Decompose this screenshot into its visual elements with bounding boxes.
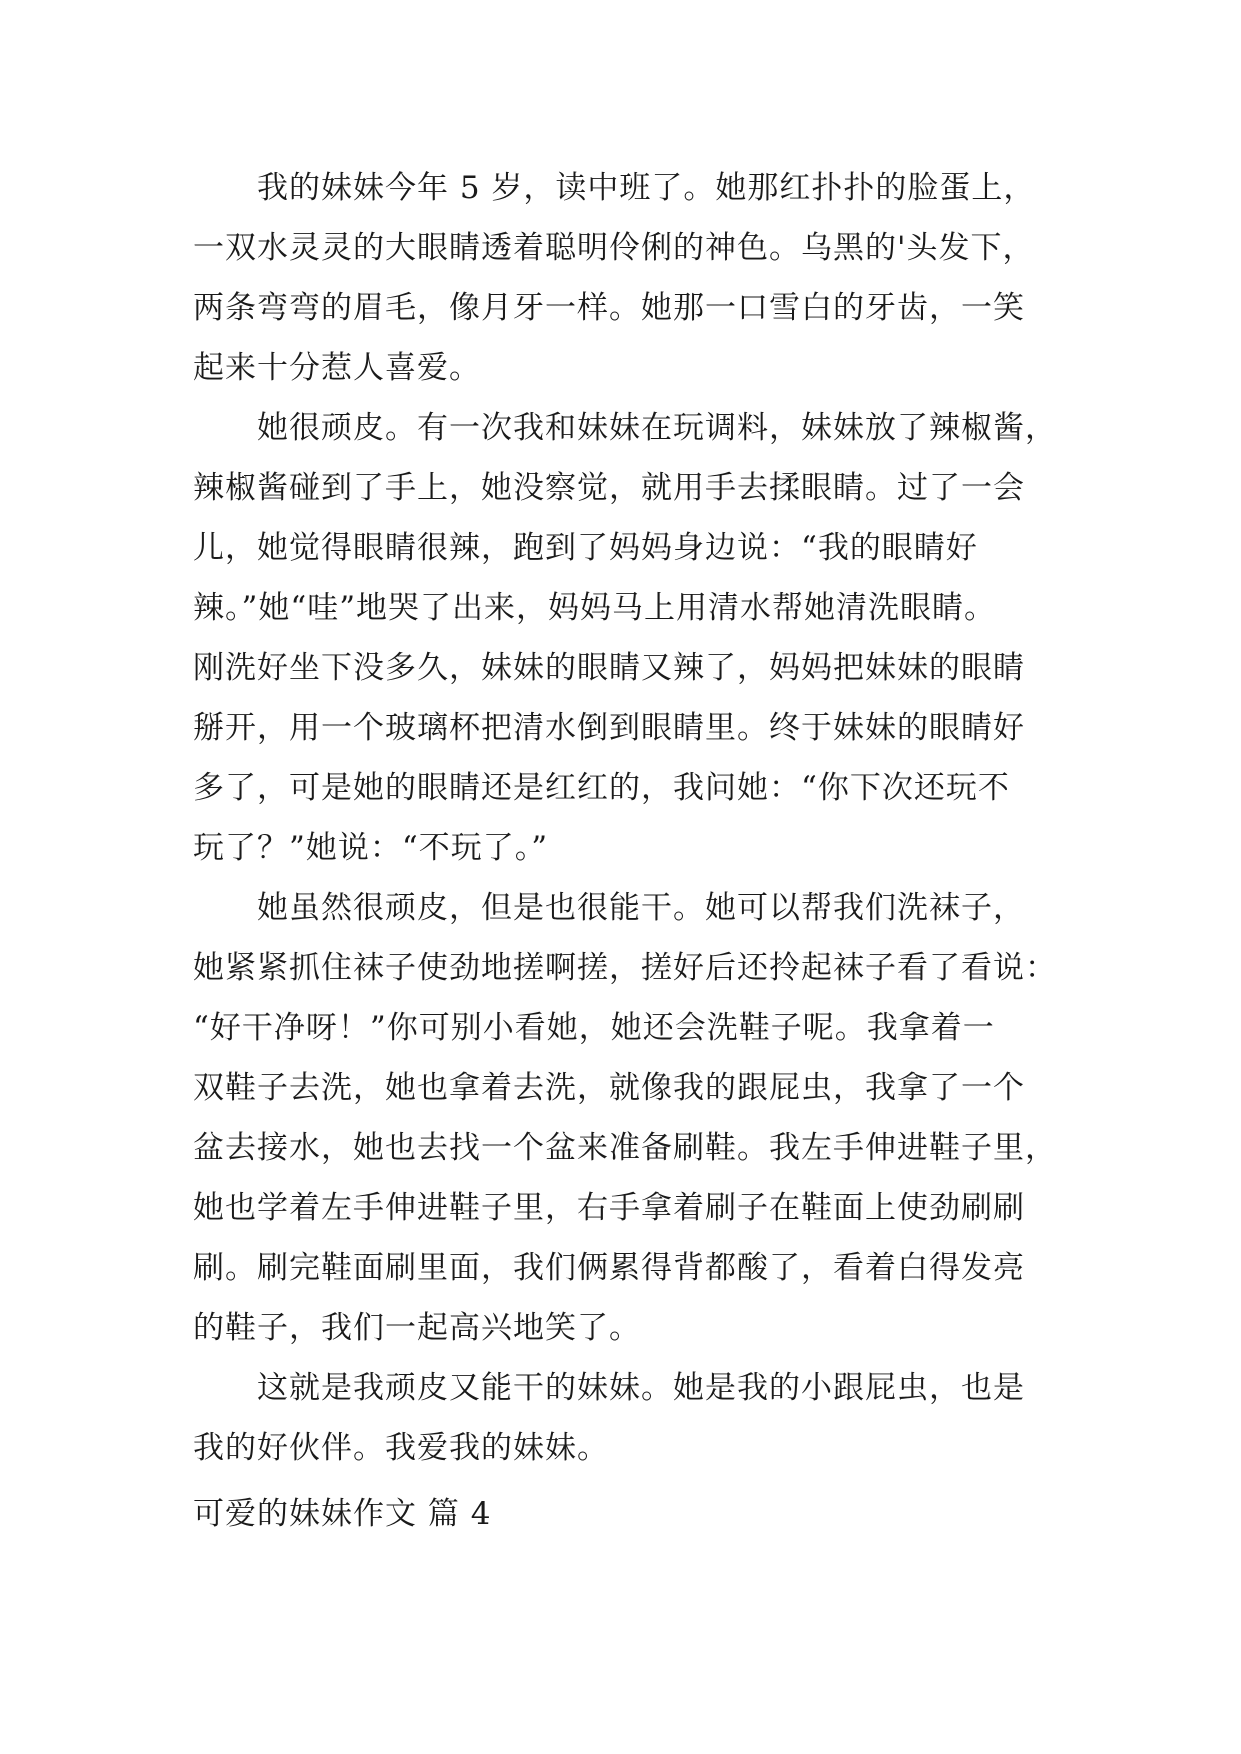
paragraph-2-line-7: 多了，可是她的眼睛还是红红的，我问她：“你下次还玩不 bbox=[193, 770, 1010, 806]
paragraph-2-line-4: 辣。”她“哇”地哭了出来，妈妈马上用清水帮她清洗眼睛。 bbox=[193, 590, 997, 626]
paragraph-1-line-3: 两条弯弯的眉毛，像月牙一样。她那一口雪白的牙齿，一笑 bbox=[193, 290, 1025, 326]
paragraph-2-line-2: 辣椒酱碰到了手上，她没察觉，就用手去揉眼睛。过了一会 bbox=[193, 470, 1025, 506]
paragraph-3-line-2: 她紧紧抓住袜子使劲地搓啊搓，搓好后还拎起袜子看了看说： bbox=[193, 950, 1057, 986]
paragraph-3-line-1: 她虽然很顽皮，但是也很能干。她可以帮我们洗袜子， bbox=[257, 890, 1025, 926]
paragraph-3-line-3: “好干净呀！”你可别小看她，她还会洗鞋子呢。我拿着一 bbox=[193, 1010, 995, 1046]
paragraph-1-line-2: 一双水灵灵的大眼睛透着聪明伶俐的神色。乌黑的'头发下， bbox=[193, 230, 1035, 266]
paragraph-3-line-6: 她也学着左手伸进鞋子里，右手拿着刷子在鞋面上使劲刷刷 bbox=[193, 1190, 1025, 1226]
paragraph-2-line-3: 儿，她觉得眼睛很辣，跑到了妈妈身边说：“我的眼睛好 bbox=[193, 530, 978, 566]
paragraph-2-line-6: 掰开，用一个玻璃杯把清水倒到眼睛里。终于妹妹的眼睛好 bbox=[193, 710, 1025, 746]
paragraph-2-line-1: 她很顽皮。有一次我和妹妹在玩调料，妹妹放了辣椒酱， bbox=[257, 410, 1057, 446]
paragraph-3-line-8: 的鞋子，我们一起高兴地笑了。 bbox=[193, 1310, 641, 1346]
paragraph-3-line-4: 双鞋子去洗，她也拿着去洗，就像我的跟屁虫，我拿了一个 bbox=[193, 1070, 1025, 1106]
section-heading: 可爱的妹妹作文 篇 4 bbox=[193, 1496, 492, 1532]
paragraph-3-line-7: 刷。刷完鞋面刷里面，我们俩累得背都酸了，看着白得发亮 bbox=[193, 1250, 1025, 1286]
paragraph-1-line-1: 我的妹妹今年 5 岁，读中班了。她那红扑扑的脸蛋上， bbox=[257, 170, 1036, 206]
paragraph-1-line-4: 起来十分惹人喜爱。 bbox=[193, 350, 481, 386]
paragraph-3-line-5: 盆去接水，她也去找一个盆来准备刷鞋。我左手伸进鞋子里， bbox=[193, 1130, 1057, 1166]
paragraph-2-line-5: 刚洗好坐下没多久，妹妹的眼睛又辣了，妈妈把妹妹的眼睛 bbox=[193, 650, 1025, 686]
paragraph-2-line-8: 玩了？”她说：“不玩了。” bbox=[193, 830, 549, 866]
paragraph-4-line-1: 这就是我顽皮又能干的妹妹。她是我的小跟屁虫，也是 bbox=[257, 1370, 1025, 1406]
paragraph-4-line-2: 我的好伙伴。我爱我的妹妹。 bbox=[193, 1430, 609, 1466]
